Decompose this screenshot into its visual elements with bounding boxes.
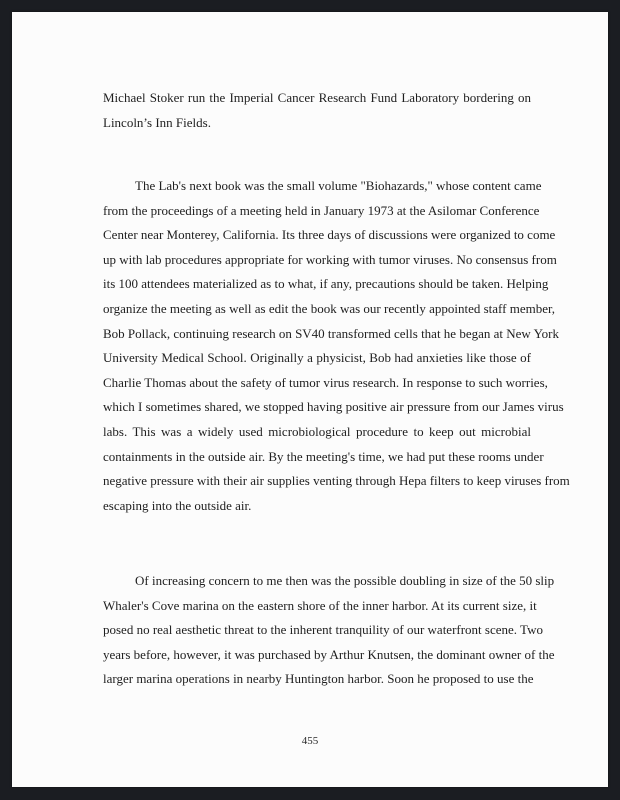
- text-line: Bob Pollack, continuing research on SV40 transformed cells that he began at New York: [103, 325, 559, 341]
- text-line: escaping into the outside air.: [103, 497, 252, 513]
- text-line: Whaler's Cove marina on the eastern shore of the inner harbor. At its current size, it: [103, 597, 537, 613]
- text-line: its 100 attendees materialized as to what, if any, precautions should be taken. Helping: [103, 276, 549, 292]
- text-line: years before, however, it was purchased by Arthur Knutsen, the dominant owner of the: [103, 646, 555, 662]
- text-line: labs. This was a widely used microbiological procedure to keep out microbial: [103, 423, 531, 439]
- text-line: larger marina operations in nearby Huntington harbor. Soon he proposed to use the: [103, 671, 534, 687]
- text-line: Michael Stoker run the Imperial Cancer Research Fund Laboratory bordering on: [103, 90, 531, 105]
- page-number: 455: [301, 735, 319, 747]
- text-line: Center near Monterey, California. Its three days of discussions were organized to come: [103, 227, 556, 243]
- text-line: Of increasing concern to me then was the possible doubling in size of the 50 slip: [135, 573, 555, 588]
- text-line: posed no real aesthetic threat to the inherent tranquility of our waterfront scene. Two: [103, 622, 543, 638]
- text-line: organize the meeting as well as edit the book was our recently appointed staff member,: [103, 300, 556, 316]
- text-line: which I sometimes shared, we stopped having positive air pressure from our James virus: [103, 399, 564, 415]
- paragraph-2: [103, 174, 570, 518]
- document-page: [12, 12, 608, 787]
- paragraph-3: [103, 569, 555, 692]
- text-line: University Medical School. Originally a physicist, Bob had anxieties like those of: [103, 350, 531, 366]
- paragraph-1: [103, 86, 531, 135]
- text-line: from the proceedings of a meeting held in January 1973 at the Asilomar Conference: [103, 202, 540, 218]
- text-line: Charlie Thomas about the safety of tumor virus research. In response to such worries,: [103, 374, 548, 390]
- text-line: up with lab procedures appropriate for working with tumor viruses. No consensus from: [103, 251, 557, 267]
- text-line: Lincoln’s Inn Fields.: [103, 114, 211, 130]
- text-line: negative pressure with their air supplies venting through Hepa filters to keep viruses from: [103, 473, 570, 489]
- text-line: containments in the outside air. By the meeting's time, we had put these rooms under: [103, 448, 544, 464]
- text-line: The Lab's next book was the small volume "Biohazards," whose content came: [135, 178, 542, 193]
